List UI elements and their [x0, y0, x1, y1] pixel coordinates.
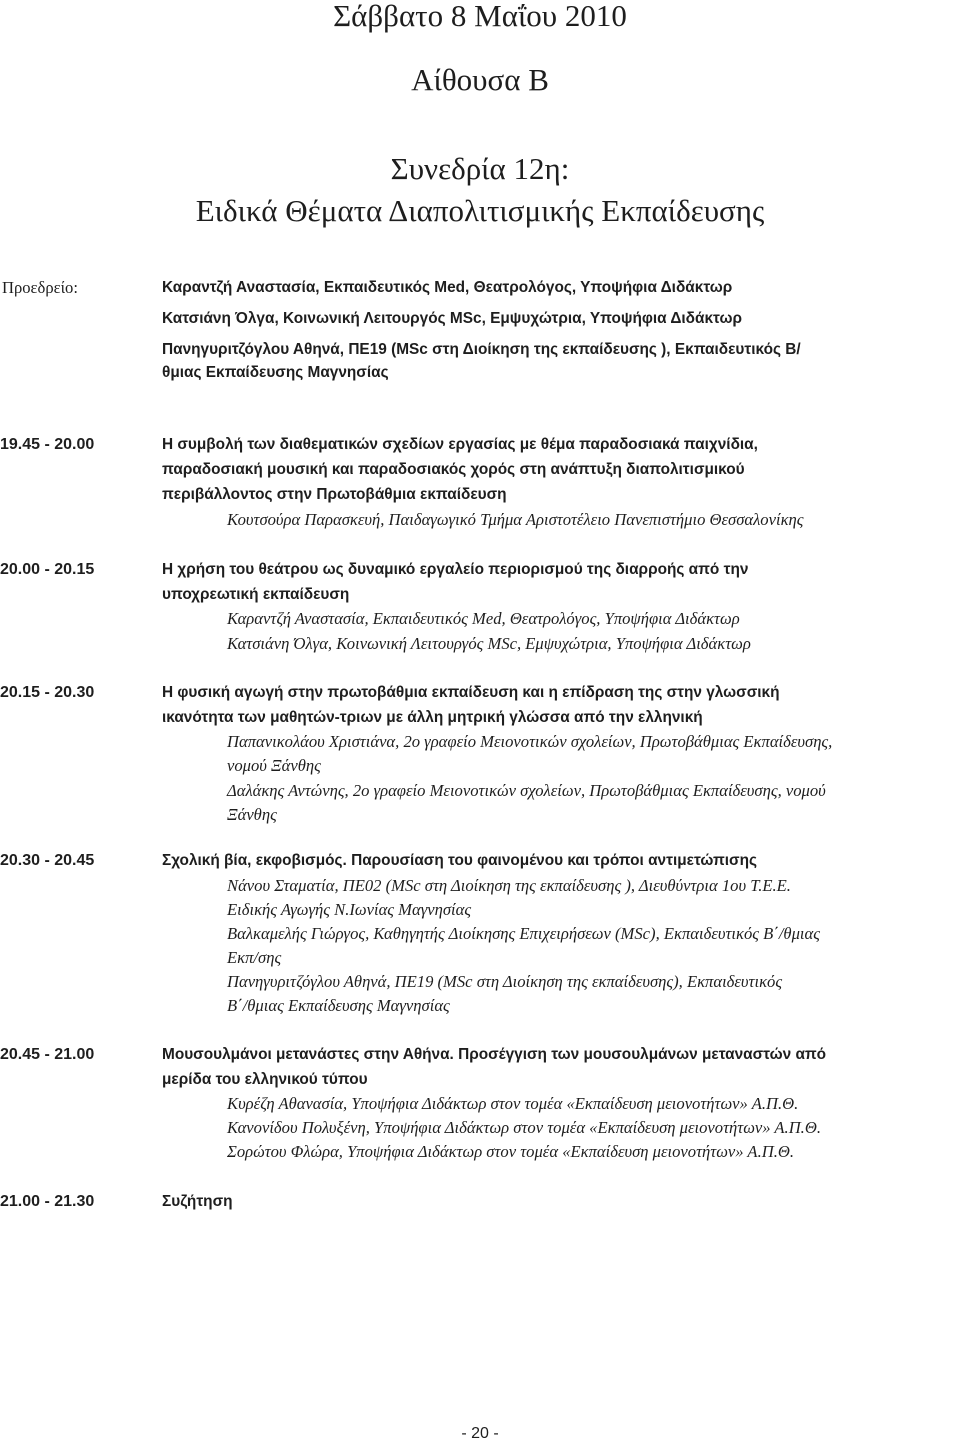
talk-title: Η φυσική αγωγή στην πρωτοβάθμια εκπαίδευση και η επίδραση της στην γλωσσική	[162, 684, 780, 701]
talk-author: Β΄/θμιας Εκπαίδευσης Μαγνησίας	[227, 996, 450, 1015]
page-number: - 20 -	[461, 1425, 499, 1442]
room-title: Αίθουσα Β	[411, 62, 549, 97]
slot-time: 19.45 - 20.00	[0, 436, 95, 453]
slot-time: 20.15 - 20.30	[0, 684, 95, 701]
slot-time: 20.45 - 21.00	[0, 1046, 95, 1063]
session-title: Ειδικά Θέματα Διαπολιτισμικής Εκπαίδευσης	[195, 193, 765, 228]
talk-title: Η χρήση του θεάτρου ως δυναμικό εργαλείο περιορισμού της διαρροής από την	[162, 561, 749, 578]
talk-author: Ξάνθης	[227, 805, 277, 824]
talk-author: Δαλάκης Αντώνης, 2ο γραφείο Μειονοτικών σχολείων, Πρωτοβάθμιας Εκπαίδευσης, νομού	[227, 781, 826, 800]
talk-author: νομού Ξάνθης	[227, 756, 321, 775]
talk-author: Κυρέζη Αθανασία, Υποψήφια Διδάκτωρ στον τομέα «Εκπαίδευση μειονοτήτων» Α.Π.Θ.	[227, 1094, 799, 1113]
talk-title: παραδοσιακή μουσική και παραδοσιακός χορός στη ανάπτυξη διαπολιτισμικού	[162, 461, 745, 478]
talk-author: Πανηγυριτζόγλου Αθηνά, ΠΕ19 (MSc στη Διοίκηση της εκπαίδευσης), Εκπαιδευτικός	[227, 972, 783, 991]
talk-author: Κατσιάνη Όλγα, Κοινωνική Λειτουργός MSc, Εμψυχώτρια, Υποψήφια Διδάκτωρ	[227, 634, 751, 653]
talk-author: Καραντζή Αναστασία, Εκπαιδευτικός Med, Θεατρολόγος, Υποψήφια Διδάκτωρ	[227, 609, 740, 628]
presidium-label: Προεδρείο:	[2, 278, 78, 297]
talk-author: Ειδικής Αγωγής Ν.Ιωνίας Μαγνησίας	[227, 900, 472, 919]
talk-author: Εκπ/σης	[227, 948, 282, 967]
talk-title: Μουσουλμάνοι μετανάστες στην Αθήνα. Προσέγγιση των μουσουλμάνων μεταναστών από	[162, 1046, 827, 1063]
talk-author: Σορώτου Φλώρα, Υποψήφια Διδάκτωρ στον τομέα «Εκπαίδευση μειονοτήτων» Α.Π.Θ.	[227, 1142, 794, 1161]
talk-title: ικανότητα των μαθητών-τριων με άλλη μητρική γλώσσα από την ελληνική	[162, 709, 703, 726]
slot-time: 21.00 - 21.30	[0, 1193, 95, 1210]
presidium-member-continued: θμιας Εκπαίδευσης Μαγνησίας	[162, 364, 389, 381]
presidium-member: Καραντζή Αναστασία, Εκπαιδευτικός Med, Θεατρολόγος, Υποψήφια Διδάκτωρ	[162, 279, 733, 296]
talk-author: Βαλκαμελής Γιώργος, Καθηγητής Διοίκησης Επιχειρήσεων (MSc), Εκπαιδευτικός Β΄/θμιας	[227, 924, 820, 943]
talk-title: υποχρεωτική εκπαίδευση	[162, 586, 350, 603]
talk-author: Κουτσούρα Παρασκευή, Παιδαγωγικό Τμήμα Αριστοτέλειο Πανεπιστήμιο Θεσσαλονίκης	[227, 510, 804, 529]
presidium-member: Κατσιάνη Όλγα, Κοινωνική Λειτουργός MSc, Εμψυχώτρια, Υποψήφια Διδάκτωρ	[162, 310, 743, 327]
talk-title: μερίδα του ελληνικού τύπου	[162, 1071, 368, 1088]
talk-author: Κανονίδου Πολυξένη, Υποψήφια Διδάκτωρ στον τομέα «Εκπαίδευση μειονοτήτων» Α.Π.Θ.	[227, 1118, 821, 1137]
talk-title: Σχολική βία, εκφοβισμός. Παρουσίαση του φαινομένου και τρόποι αντιμετώπισης	[162, 852, 757, 869]
presidium-member: Πανηγυριτζόγλου Αθηνά, ΠΕ19 (MSc στη Διοίκηση της εκπαίδευσης ), Εκπαιδευτικός Β/	[162, 341, 801, 358]
talk-title: Η συμβολή των διαθεματικών σχεδίων εργασίας με θέμα παραδοσιακά παιχνίδια,	[162, 436, 758, 453]
talk-author: Νάνου Σταματία, ΠΕ02 (MSc στη Διοίκηση της εκπαίδευσης ), Διευθύντρια 1ου Τ.Ε.Ε.	[227, 876, 791, 895]
slot-time: 20.00 - 20.15	[0, 561, 95, 578]
talk-title: περιβάλλοντος στην Πρωτοβάθμια εκπαίδευση	[162, 486, 507, 503]
slot-time: 20.30 - 20.45	[0, 852, 95, 869]
talk-title: Συζήτηση	[162, 1193, 233, 1210]
session-number: Συνεδρία 12η:	[390, 151, 570, 186]
page-date: Σάββατο 8 Μαΐου 2010	[333, 0, 627, 33]
talk-author: Παπανικολάου Χριστιάνα, 2ο γραφείο Μειονοτικών σχολείων, Πρωτοβάθμιας Εκπαίδευσης,	[227, 732, 833, 751]
